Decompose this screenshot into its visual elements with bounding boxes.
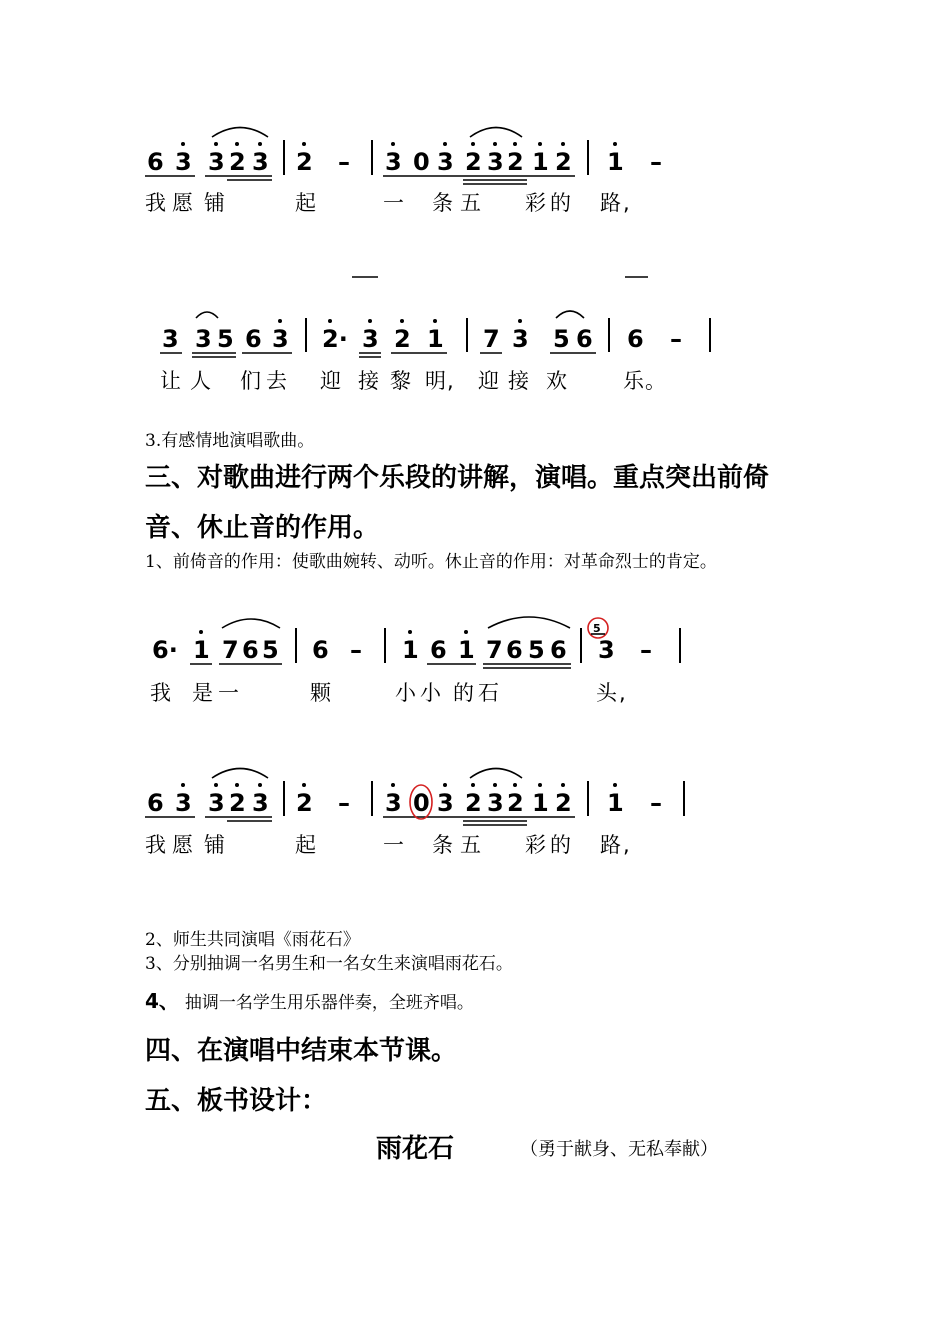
note: 3 [272, 325, 289, 353]
score-row-3 [150, 617, 680, 705]
note: 6 [147, 789, 164, 817]
lyric: 迎 [320, 369, 341, 393]
lyric: 迎 [478, 369, 499, 393]
score-row-4 [145, 769, 684, 858]
note: 2 [507, 148, 524, 176]
lyric: 接 [508, 369, 529, 393]
note: 3 [598, 636, 615, 664]
note: 1 [402, 636, 419, 664]
lyric: 的 [550, 191, 571, 215]
note: 2· [322, 325, 348, 353]
lyric: 铺 [204, 191, 225, 215]
lyric: 铺 [204, 833, 225, 857]
lyric: , [623, 191, 630, 215]
lyric: 让 [160, 369, 181, 393]
board-note: （勇于献身、无私奉献） [520, 1139, 718, 1160]
item-3: 3.有感情地演唱歌曲。 [145, 431, 315, 451]
note: 6 [506, 636, 523, 664]
note: – [670, 325, 682, 353]
note: 3 [162, 325, 179, 353]
note: 3 [252, 789, 269, 817]
step-4-number: 4、 [145, 989, 179, 1013]
lyric: 一 [383, 833, 404, 857]
note: 3 [487, 148, 504, 176]
note: 1 [607, 789, 624, 817]
note: 2 [296, 148, 313, 176]
note: – [350, 636, 362, 664]
note: 3 [175, 789, 192, 817]
note: 1 [532, 148, 549, 176]
lyric: 欢 [546, 369, 567, 393]
lyric: 们 [240, 369, 261, 393]
note: 2 [394, 325, 411, 353]
note: 2 [229, 789, 246, 817]
note: 5 [262, 636, 279, 664]
note: 3 [175, 148, 192, 176]
step-2: 2、师生共同演唱《雨花石》 [145, 930, 360, 950]
lyric: 条 [432, 833, 453, 857]
note: 3 [208, 148, 225, 176]
note: 6 [627, 325, 644, 353]
note: 3 [362, 325, 379, 353]
lyric: 我 [145, 833, 166, 857]
note: 5 [528, 636, 545, 664]
note: 6 [245, 325, 262, 353]
step-3: 3、分别抽调一名男生和一名女生来演唱雨花石。 [145, 954, 513, 974]
note: 5 [553, 325, 570, 353]
note: – [650, 148, 662, 176]
note: – [338, 148, 350, 176]
note: 3 [487, 789, 504, 817]
lyric: 的 [453, 681, 474, 705]
lyric: 一 [218, 681, 239, 705]
lyric: 我 [150, 681, 171, 705]
section-3-heading-line2: 音、休止音的作用。 [145, 513, 380, 543]
note: 1 [532, 789, 549, 817]
lyric: 是 [192, 681, 213, 705]
note: 1 [427, 325, 444, 353]
score-row-1 [145, 128, 662, 216]
note: 2 [465, 148, 482, 176]
note: 6 [430, 636, 447, 664]
lyric: 愿 [172, 191, 193, 215]
lyric: 明 [425, 369, 446, 393]
note: 2 [555, 148, 572, 176]
lyric: 起 [295, 833, 316, 857]
lyric: 我 [145, 191, 166, 215]
lyric: 彩 [525, 833, 546, 857]
grace-note: 5 [593, 622, 601, 635]
note: 6 [550, 636, 567, 664]
lyric: 去 [266, 369, 287, 393]
lyric: 接 [358, 369, 379, 393]
lyric: 路 [600, 191, 621, 215]
lyric: 起 [295, 191, 316, 215]
note: 2 [296, 789, 313, 817]
note: 6 [242, 636, 259, 664]
lyric: 愿 [172, 833, 193, 857]
lyric: 的 [550, 833, 571, 857]
note: 0 [413, 148, 430, 176]
note: 6 [312, 636, 329, 664]
note: 2 [555, 789, 572, 817]
step-4-text: 抽调一名学生用乐器伴奏，全班齐唱。 [184, 993, 474, 1013]
section-3-heading-line1: 三、对歌曲进行两个乐段的讲解，演唱。重点突出前倚 [145, 463, 770, 493]
note: – [338, 789, 350, 817]
note: 3 [195, 325, 212, 353]
note: 6 [147, 148, 164, 176]
section-4-heading: 四、在演唱中结束本节课。 [145, 1036, 458, 1066]
note: 2 [229, 148, 246, 176]
note: 3 [385, 148, 402, 176]
lyric: 小 [395, 681, 416, 705]
note: – [640, 636, 652, 664]
lyric: 黎 [390, 369, 411, 393]
lyric: 人 [190, 369, 211, 393]
note: 5 [217, 325, 234, 353]
lyric: 一 [383, 191, 404, 215]
explanation-text: 1、前倚音的作用：使歌曲婉转、动听。休止音的作用：对革命烈士的肯定。 [145, 552, 717, 572]
lyric: 路 [600, 833, 621, 857]
note: 7 [486, 636, 503, 664]
lyric: 头 [596, 681, 617, 705]
lyric: , [447, 369, 454, 393]
step-4 [145, 985, 474, 1014]
note: 1 [458, 636, 475, 664]
note: 3 [437, 148, 454, 176]
note: 7 [222, 636, 239, 664]
lyric: , [623, 833, 630, 857]
note: 7 [483, 325, 500, 353]
note: 3 [437, 789, 454, 817]
lyric: 乐 [623, 369, 644, 393]
note: 0 [413, 789, 430, 817]
note: 3 [385, 789, 402, 817]
note: 1 [607, 148, 624, 176]
note: 2 [465, 789, 482, 817]
note: – [650, 789, 662, 817]
lyric: 条 [432, 191, 453, 215]
note: 6 [576, 325, 593, 353]
section-5-heading: 五、板书设计： [145, 1086, 328, 1116]
lyric: 小 [420, 681, 441, 705]
board-title: 雨花石 [376, 1134, 455, 1164]
note: 1 [193, 636, 210, 664]
score-row-2 [160, 277, 710, 393]
lyric: 石 [478, 681, 499, 705]
lyric: , [619, 681, 626, 705]
note: 3 [252, 148, 269, 176]
note: 2 [507, 789, 524, 817]
note: 3 [512, 325, 529, 353]
lyric: 五 [460, 191, 481, 215]
lyric: 彩 [525, 191, 546, 215]
note: 3 [208, 789, 225, 817]
note: 6· [152, 636, 178, 664]
lyric: 颗 [310, 681, 331, 705]
lyric: 五 [460, 833, 481, 857]
lyric: 。 [645, 369, 666, 393]
